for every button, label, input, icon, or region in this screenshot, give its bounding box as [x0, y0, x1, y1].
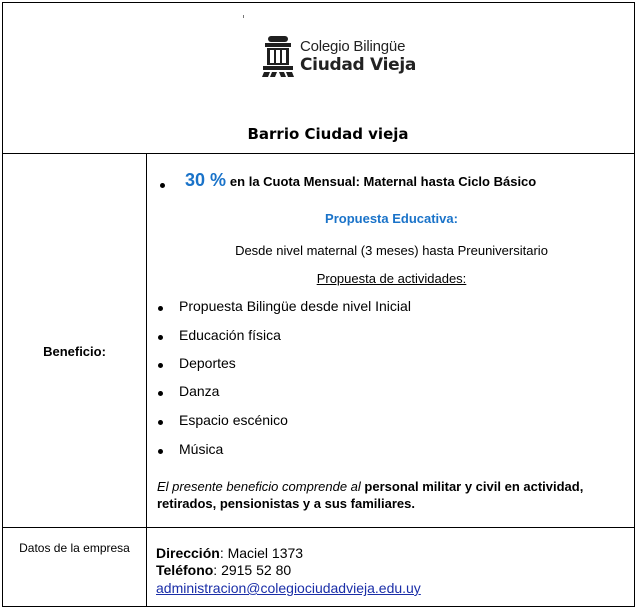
- telefono-label: Teléfono: [156, 562, 214, 578]
- propuesta-text: Desde nivel maternal (3 meses) hasta Preuniversitario: [235, 243, 548, 258]
- actividad-item: Espacio escénico: [179, 412, 288, 428]
- actividad-item: Deportes: [179, 355, 236, 371]
- header-section: [3, 3, 634, 154]
- telefono-value: : 2915 52 80: [213, 562, 292, 578]
- bullet-dot: [158, 420, 163, 425]
- bullet-dot: [158, 363, 163, 368]
- bullet-dot: [158, 335, 163, 340]
- beneficio-row: [3, 153, 634, 528]
- direccion-label: Dirección: [156, 545, 220, 561]
- empresa-row: [3, 528, 634, 606]
- logo-line-1: Colegio Bilingüe: [300, 37, 406, 55]
- email-link[interactable]: administracion@colegiociudadvieja.edu.uy: [156, 580, 421, 596]
- empresa-label: Datos de la empresa: [19, 541, 130, 555]
- direccion-value: : Maciel 1373: [219, 545, 304, 561]
- bullet-dot: [158, 306, 163, 311]
- actividad-item: Danza: [179, 383, 220, 399]
- note-italic: El presente beneficio comprende al: [157, 479, 361, 494]
- actividad-item: Educación física: [179, 327, 281, 343]
- discount-line: [185, 170, 536, 191]
- direccion-line: [156, 545, 303, 561]
- note-bold: personal militar y civil en actividad, retirados, pensionistas y a sus familiares.: [157, 479, 584, 511]
- benefit-sheet: [2, 2, 635, 607]
- page-title: Barrio Ciudad vieja: [247, 125, 409, 143]
- telefono-line: [156, 562, 291, 578]
- discount-percent: 30 %: [185, 170, 227, 190]
- email-line: [156, 580, 421, 596]
- decorative-tick: [243, 15, 244, 18]
- propuesta-heading: Propuesta Educativa:: [325, 211, 458, 226]
- eligibility-note: [157, 478, 617, 512]
- bullet-dot: [160, 183, 165, 188]
- bullet-dot: [158, 449, 163, 454]
- school-building-icon: [262, 34, 294, 78]
- actividad-item: Propuesta Bilingüe desde nivel Inicial: [179, 298, 411, 314]
- bullet-dot: [158, 391, 163, 396]
- school-logo: [262, 34, 416, 78]
- beneficio-label: Beneficio:: [43, 344, 106, 359]
- logo-line-2: Ciudad Vieja: [300, 54, 417, 75]
- actividad-item: Música: [179, 441, 224, 457]
- actividades-heading: Propuesta de actividades:: [316, 271, 467, 286]
- discount-description: en la Cuota Mensual: Maternal hasta Ciclo Básico: [229, 174, 537, 189]
